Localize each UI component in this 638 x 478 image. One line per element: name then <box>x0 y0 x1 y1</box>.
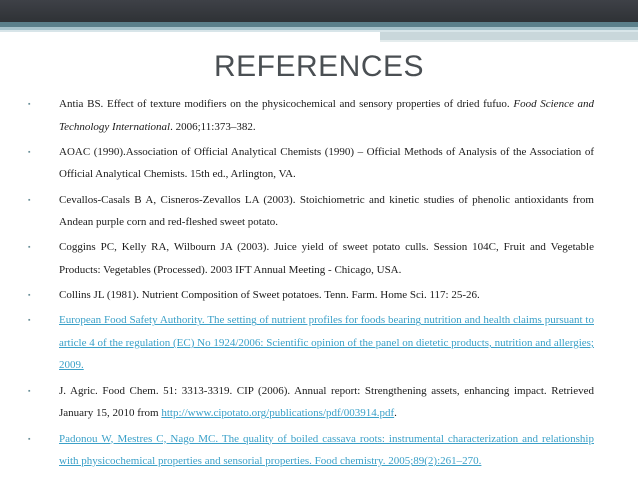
reference-item-cevallos <box>28 189 594 234</box>
reference-text: J. Agric. Food Chem. 51: 3313-3319. CIP (2006). Annual report: Strengthening assets, enhancing impact. Retrieved January 15, 2010 from <box>59 384 594 420</box>
bullet-icon: ▪ <box>28 434 31 443</box>
reference-item-cip <box>28 380 594 425</box>
journal-title: Food Science and Technology International <box>59 98 594 133</box>
reference-citation: . 2006;11:373–382. <box>170 120 256 133</box>
slide-title: REFERENCES <box>213 50 425 83</box>
reference-item-antia <box>28 93 594 138</box>
bullet-icon: ▪ <box>28 243 31 252</box>
reference-url-link[interactable]: http://www.cipotato.org/publications/pdf/003914.pdf <box>161 407 395 420</box>
reference-text: AOAC (1990).Association of Official Analytical Chemists (1990) – Official Methods of Analysis of the Association of Official Analytical Chemists. 15th ed., Arlington, VA. <box>59 145 594 181</box>
bullet-icon: ▪ <box>28 100 31 108</box>
title-accent-bar <box>380 32 638 40</box>
bullet-icon: ▪ <box>28 386 31 395</box>
reference-text: Cevallos-Casals B A, Cisneros-Zevallos LA (2003). Stoichiometric and kinetic studies of phenolic antioxidants from Andean purple corn and red-fleshed sweet potato. <box>59 193 594 229</box>
bullet-icon: ▪ <box>28 316 31 325</box>
reference-item-collins <box>28 284 594 307</box>
reference-item-aoac <box>28 141 594 186</box>
reference-item-coggins <box>28 236 594 281</box>
reference-text: Coggins PC, Kelly RA, Wilbourn JA (2003). Juice yield of sweet potato culls. Session 104C, Fruit and Vegetable Products: Vegetables (Processed). 2003 IFT Annual Meeting - Chicago, USA. <box>59 241 594 276</box>
reference-item-efsa <box>28 309 594 377</box>
reference-link[interactable]: European Food Safety Authority. The setting of nutrient profiles for foods bearing nutrition and health claims pursuant to article 4 of the regulation (EC) No 1924/2006: Scientific opinion of the panel on dietetic products, nutrition and allergies; 2009. <box>59 314 594 372</box>
reference-text: Antia BS. Effect of texture modifiers on the physicochemical and sensory properties of dried fufuo. <box>59 98 514 110</box>
title-accent-underline <box>380 40 638 42</box>
reference-item-padonou <box>28 428 594 473</box>
bullet-icon: ▪ <box>28 147 31 156</box>
reference-list <box>28 93 594 475</box>
bullet-icon: ▪ <box>28 291 31 300</box>
reference-link[interactable]: Padonou W, Mestres C, Nago MC. The quality of boiled cassava roots: instrumental characterization and relationship with physicochemical properties and sensorial properties. Food chemistry. 2005;89(2):261–270. <box>59 432 594 468</box>
reference-tail: . <box>394 407 397 420</box>
bullet-icon: ▪ <box>28 195 31 204</box>
reference-text: Collins JL (1981). Nutrient Composition of Sweet potatoes. Tenn. Farm. Home Sci. 117: 25-26. <box>59 289 480 302</box>
top-dark-band <box>0 0 638 22</box>
